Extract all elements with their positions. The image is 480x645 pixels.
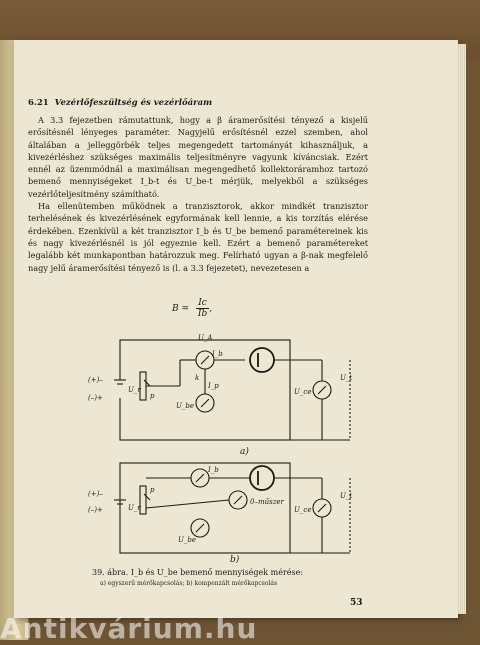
- potentiometer-wiper-b: [144, 494, 150, 500]
- label-p-b: p: [150, 486, 155, 494]
- label-p-a: p: [150, 392, 155, 400]
- transistor-a: [250, 348, 274, 372]
- section-title: [28, 98, 212, 108]
- formula-denominator: Ib: [197, 309, 208, 319]
- paragraph-1: A 3.3 fejezetben rámutattunk, hogy a β áramerősítési tényező a kisjelű erősítésnél lényeges paraméter. Nagyjelű erősítésnél ezzel szemben, ahol általában a jelleggörbék teljes megengedett tartományát kihasználjuk, a kivezérléshez szükséges maximális teljesítményre vagyunk kíváncsiak. Ezért ennél az üzemmódnál a maximálisan megengedhető kollektoráramhoz tartozó bemenő mennyiségeket I_b-t és U_be-t mérjük, melyekből a szükséges vezérlőteljesítmény számítható.: [28, 115, 368, 199]
- label-ur-b: U_r: [128, 504, 141, 512]
- potentiometer-a: [140, 372, 146, 400]
- voltmeter-ube-needle-b: [196, 524, 204, 532]
- formula-tail: ,: [209, 304, 213, 314]
- label-plusminus-b: (+)–: [88, 490, 103, 498]
- label-k-a: k: [195, 374, 200, 382]
- label-ib-b: I_b: [208, 466, 219, 474]
- formula: [172, 298, 212, 319]
- label-ube-b: U_be: [178, 536, 197, 544]
- null-meter-needle-b: [234, 496, 242, 504]
- circuit-b: [114, 463, 353, 553]
- voltmeter-ube-needle-a: [201, 399, 209, 407]
- label-b: b): [230, 555, 240, 563]
- label-ua: U_A: [198, 334, 213, 342]
- watermark: Antikvárium.hu: [0, 612, 258, 645]
- label-ip-a: I_p: [208, 382, 219, 390]
- voltmeter-uce-needle-b: [318, 504, 326, 512]
- label-minusplus-b: (–)+: [88, 506, 103, 514]
- voltmeter-uce-needle-a: [318, 386, 326, 394]
- ammeter-ib-needle-a: [201, 356, 209, 364]
- section-heading: Vezérlőfeszültség és vezérlőáram: [54, 98, 213, 108]
- section-number: 6.21: [28, 98, 49, 108]
- formula-lhs: B =: [172, 304, 190, 314]
- circuit-a: [114, 340, 353, 440]
- label-ib-a: I_b: [212, 350, 223, 358]
- ammeter-ib-needle-b: [196, 474, 204, 482]
- wire-b3: [146, 500, 229, 508]
- circuit-diagram: [80, 328, 370, 563]
- transistor-b: [250, 466, 274, 490]
- label-zero-meter: 0–műszer: [250, 498, 284, 506]
- label-ube-a: U_be: [176, 402, 195, 410]
- figure-caption-sub: a) egyszerű mérőkapcsolás; b) kompenzált mérőkapcsolás: [100, 580, 278, 587]
- label-a: a): [240, 447, 249, 457]
- figure-caption: 39. ábra. I_b és U_be bemenő mennyiségek mérése:: [92, 568, 304, 577]
- potentiometer-b: [140, 486, 146, 514]
- label-ur-a: U_r: [128, 386, 141, 394]
- label-ut-b: U_t: [340, 492, 353, 500]
- body-text: [28, 114, 368, 274]
- paragraph-2: Ha ellenütemben működnek a tranzisztorok, akkor mindkét tranzisztor terhelésének és kivezérlésének egyformának kell lennie, a kis torzítás elérése érdekében. Ezenkívül a két tranzisztor I_b és U_be bemenő paramétereinek kis és nagy kivezérlésnél is jól egyeznie kell. Ezért a bemenő paramétereket legalább két munkapontban határozzuk meg. Felírható ugyan a β-nak megfelelő nagy jelű áramerősítési tényező is (l. a 3.3 fejezetet), nevezetesen a: [28, 201, 368, 273]
- page-number: 53: [350, 598, 363, 608]
- label-minusplus-a: (–)+: [88, 394, 103, 402]
- formula-fraction: [196, 298, 209, 319]
- label-uce-b: U_ce: [294, 506, 312, 514]
- label-ut-a: U_t: [340, 374, 353, 382]
- label-plusminus-a: (+)–: [88, 376, 103, 384]
- potentiometer-wiper-a: [144, 380, 150, 386]
- label-uce-a: U_ce: [294, 388, 312, 396]
- page-edge: [458, 44, 466, 614]
- formula-numerator: Ic: [196, 298, 209, 309]
